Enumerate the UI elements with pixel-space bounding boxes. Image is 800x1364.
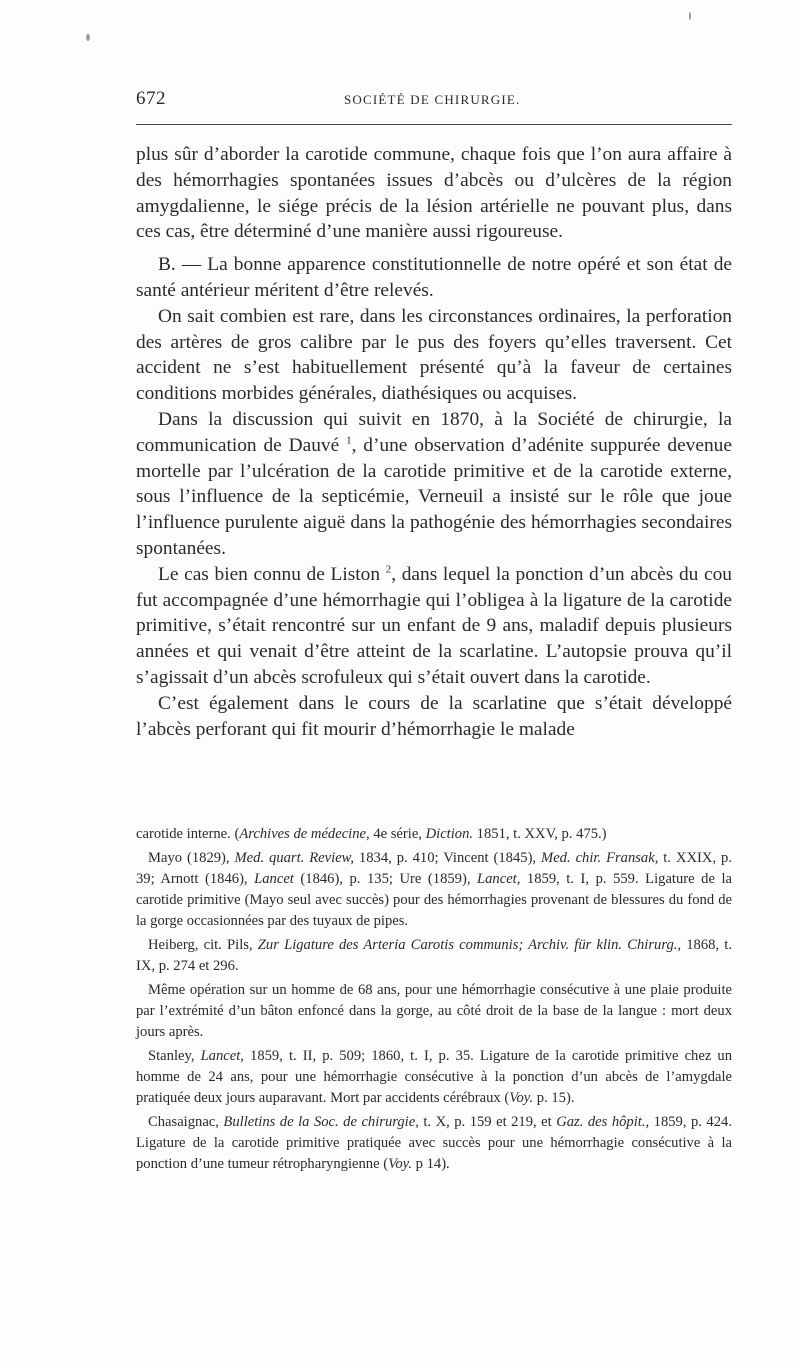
text-run: 1859, p. 424. Ligature de la carotide primitive pratiquée avec succès pour une hémorrhagie consécutive à la ponction d’une tumeur rétropharyngienne ( <box>136 1114 732 1172</box>
footnote <box>136 935 732 977</box>
footnote <box>136 1046 732 1109</box>
footnote: Même opération sur un homme de 68 ans, pour une hémorrhagie consécutive à une plaie produite par l’extrémité d’un bâton enfoncé dans la gorge, au côté droit de la base de la langue : mort deux jours après. <box>136 982 732 1040</box>
header-rule <box>136 124 732 125</box>
citation-title: Med. quart. Review, <box>234 850 354 866</box>
text-run: Stanley, <box>148 1048 201 1064</box>
text-run: Heiberg, cit. Pils, <box>148 937 258 953</box>
footnote <box>136 848 732 932</box>
paragraph: C’est également dans le cours de la scarlatine que s’était développé l’abcès perforant qui fit mourir d’hémorrhagie le malade <box>136 692 732 740</box>
page-header <box>136 88 732 114</box>
paragraph: plus sûr d’aborder la carotide commune, chaque fois que l’on aura affaire à des hémorrhagies spontanées issues d’abcès ou d’ulcères de la région amygdalienne, le siége précis de la lésion artérielle ne pouvant plus, dans ces cas, être déterminé d’une manière aussi rigoureuse. <box>136 144 732 243</box>
text-run: , dans lequel la ponction d’un abcès du cou fut accompagnée d’une hémorrhagie qui l’obligea à la ligature de la carotide primitive, s’était rencontré sur un enfant de 9 ans, maladif depuis plusieurs années et qui venait d’être atteint de la scarlatine. L’autopsie prouva qu’il s’agissait d’un abcès scrofuleux qui s’était ouvert dans la carotide. <box>136 563 732 688</box>
footnotes <box>136 824 732 1178</box>
citation-title: Bulletins de la Soc. de chirurgie, <box>223 1114 419 1130</box>
citation-title: Gaz. des hôpit., <box>556 1114 650 1130</box>
footnote-ref: 1 <box>346 434 352 447</box>
citation-title: Lancet, <box>200 1048 244 1064</box>
footnote <box>136 824 732 845</box>
text-run: (1846), p. 135; Ure (1859), <box>293 871 478 887</box>
running-title: SOCIÉTÉ DE CHIRURGIE. <box>344 92 521 107</box>
page-number: 672 <box>136 88 166 109</box>
main-text <box>136 142 732 742</box>
text-run: t. XXIX, p. 39; Arnott (1846), <box>136 850 732 887</box>
citation-title: Med. chir. Fransak, <box>541 850 659 866</box>
text-run: Mayo (1829), <box>148 850 235 866</box>
text-run: carotide interne. ( <box>136 826 240 842</box>
text-run: 1834, p. 410; Vincent (1845), <box>353 850 542 866</box>
paragraph: B. — La bonne apparence constitutionnelle de notre opéré et son état de santé antérieur méritent d’être relevés. <box>136 254 732 301</box>
paragraph <box>136 562 732 691</box>
paragraph <box>136 407 732 562</box>
text-run: Dans la discussion qui suivit en 1870, à la Société de chirurgie, la communication de Dauvé <box>136 408 732 456</box>
text-run: p 14). <box>412 1156 450 1172</box>
citation-title: Lancet <box>254 871 294 887</box>
paragraph: On sait combien est rare, dans les circonstances ordinaires, la perforation des artères de gros calibre par le pus des foyers qu’elles traversent. Cet accident ne s’est habituellement présenté qu’à la faveur de certaines conditions morbides générales, diathésiques ou acquises. <box>136 305 732 405</box>
citation-title: Voy. <box>388 1156 412 1172</box>
text-run: 1859, t. I, p. 559. Ligature de la carotide primitive (Mayo seul avec succès) pour des hémorrhagies provenant de blessures du fond de la gorge occasionnées par des tuyaux de pipes. <box>136 871 732 929</box>
text-run: 1868, t. IX, p. 274 et 296. <box>136 937 732 974</box>
text-run: 4e série, <box>369 826 426 842</box>
paper-speck <box>86 34 90 41</box>
text-run: p. 15). <box>533 1090 575 1106</box>
citation-title: Archives de médecine, <box>239 826 370 842</box>
text-run: t. X, p. 159 et 219, et <box>418 1114 557 1130</box>
citation-title: Lancet, <box>477 871 521 887</box>
text-run: 1851, t. XXV, p. 475.) <box>473 826 607 842</box>
footnote <box>136 1112 732 1175</box>
text-run: , d’une observation d’adénite suppurée devenue mortelle par l’ulcération de la carotide primitive et de la carotide externe, sous l’influence de la septicémie, Verneuil a insisté sur le rôle que joue l’influence purulente aiguë dans la pathogénie des hémorrhagies secondaires spontanées. <box>136 434 732 559</box>
paper-speck <box>689 12 691 20</box>
footnote-ref: 2 <box>385 563 392 576</box>
text-run: Chasaignac, <box>148 1114 224 1130</box>
citation-title: Zur Ligature des Arteria Carotis communis; Archiv. für klin. Chirurg., <box>257 937 682 953</box>
text-run: 1859, t. II, p. 509; 1860, t. I, p. 35. Ligature de la carotide primitive chez un homme de 24 ans, pour une hémorrhagie consécutive à la ponction d’un abcès de l’amygdale pratiquée deux jours auparavant. Mort par accidents cérébraux ( <box>136 1048 732 1106</box>
text-run: Le cas bien connu de Liston <box>158 563 381 585</box>
citation-title: Voy. <box>509 1090 534 1106</box>
citation-title: Diction. <box>425 826 474 842</box>
